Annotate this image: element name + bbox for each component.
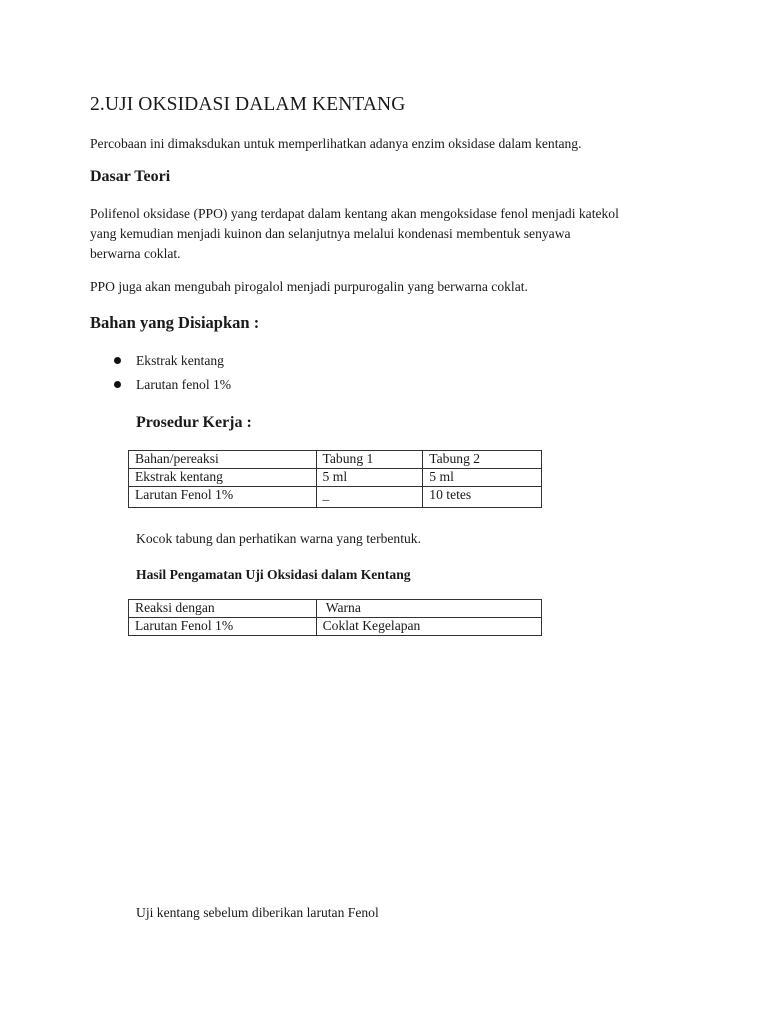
table-row <box>129 487 542 508</box>
table-row <box>129 618 542 636</box>
section-title: 2.UJI OKSIDASI DALAM KENTANG <box>90 94 406 115</box>
dasar-teori-paragraph <box>90 204 619 264</box>
table-header-cell: Warna <box>316 600 541 618</box>
table-cell: 10 tetes <box>423 487 542 508</box>
table-cell: 5 ml <box>423 469 542 487</box>
paragraph-line: Polifenol oksidase (PPO) yang terdapat dalam kentang akan mengoksidase fenol menjadi katekol <box>90 206 619 221</box>
table-header-cell: Tabung 1 <box>316 451 423 469</box>
table-header-cell: Reaksi dengan <box>129 600 317 618</box>
table-row <box>129 451 542 469</box>
table-cell: 5 ml <box>316 469 423 487</box>
table-cell: Coklat Kegelapan <box>316 618 541 636</box>
ppo-paragraph: PPO juga akan mengubah pirogalol menjadi purpurogalin yang berwarna coklat. <box>90 279 528 294</box>
bullet-icon <box>114 381 121 388</box>
paragraph-line: yang kemudian menjadi kuinon dan selanjutnya melalui kondenasi membentuk senyawa <box>90 226 571 241</box>
prosedur-heading: Prosedur Kerja : <box>136 414 252 431</box>
image-caption: Uji kentang sebelum diberikan larutan Fenol <box>136 905 379 920</box>
intro-paragraph: Percobaan ini dimaksdukan untuk memperlihatkan adanya enzim oksidase dalam kentang. <box>90 136 582 151</box>
bullet-icon <box>114 357 121 364</box>
table-row <box>129 600 542 618</box>
hasil-heading: Hasil Pengamatan Uji Oksidasi dalam Kentang <box>136 567 411 582</box>
prosedur-table <box>128 450 542 508</box>
table-cell: _ <box>316 487 423 508</box>
hasil-table <box>128 599 542 636</box>
table-cell: Larutan Fenol 1% <box>129 487 317 508</box>
table-header-cell: Bahan/pereaksi <box>129 451 317 469</box>
prosedur-note: Kocok tabung dan perhatikan warna yang terbentuk. <box>136 531 421 546</box>
dasar-teori-heading: Dasar Teori <box>90 168 171 185</box>
table-row <box>129 469 542 487</box>
table-cell: Larutan Fenol 1% <box>129 618 317 636</box>
bahan-list <box>90 350 231 398</box>
list-item <box>90 350 231 374</box>
bahan-heading: Bahan yang Disiapkan : <box>90 313 260 332</box>
paragraph-line: berwarna coklat. <box>90 246 181 261</box>
list-item <box>90 374 231 398</box>
list-item-label: Ekstrak kentang <box>136 353 224 368</box>
list-item-label: Larutan fenol 1% <box>136 377 232 392</box>
table-cell: Ekstrak kentang <box>129 469 317 487</box>
table-header-cell: Tabung 2 <box>423 451 542 469</box>
